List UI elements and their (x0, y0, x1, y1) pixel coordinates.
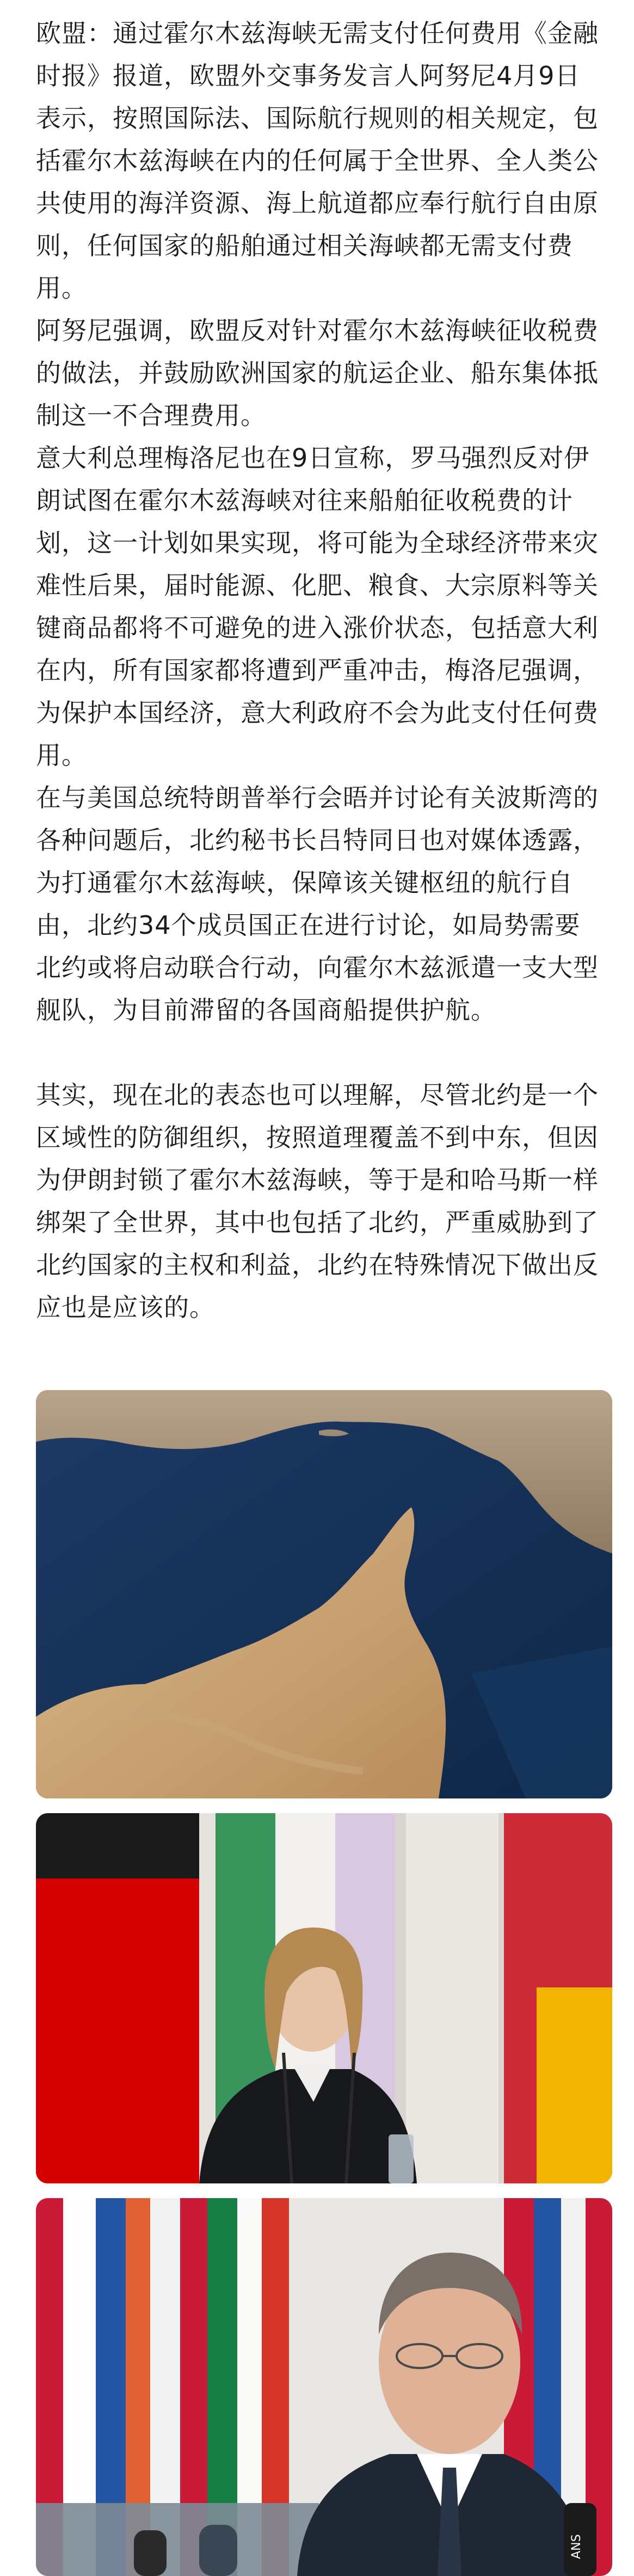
article-paragraph-1: 欧盟：通过霍尔木兹海峡无需支付任何费用《金融时报》报道，欧盟外交事务发言人阿努尼4月9日表示，按照国际法、国际航行规则的相关规定，包括霍尔木兹海峡在内的任何属于全世界、全人类公共使用的海洋资源、海上航道都应奉行航行自由原则，任何国家的船舶通过相关海峡都无需支付费用。 (36, 19, 599, 303)
germany-flag-red (36, 1879, 199, 2183)
hormuz-satellite-image[interactable] (36, 1390, 612, 1798)
meloni-photo (36, 1813, 612, 2183)
article-paragraph-2: 阿努尼强调，欧盟反对针对霍尔木兹海峡征收税费的做法，并鼓励欧洲国家的航运企业、船东集体抵制这一不合理费用。 (36, 316, 599, 430)
microphone-2 (199, 2525, 237, 2576)
italian-pm-photo[interactable] (36, 1813, 612, 2183)
microphone-label: ANS (570, 2534, 583, 2559)
article-paragraph-4: 在与美国总统特朗普举行会晤并讨论有关波斯湾的各种问题后，北约秘书长吕特同日也对媒体透露，为打通霍尔木兹海峡，保障该关键枢纽的航行自由，北约34个成员国正在进行讨论，如局势需要北约或将启动联合行动，向霍尔木兹派遣一支大型舰队，为目前滞留的各国商船提供护航。 (36, 783, 599, 1025)
article-paragraph-3: 意大利总理梅洛尼也在9日宣称，罗马强烈反对伊朗试图在霍尔木兹海峡对往来船舶征收税费的计划，这一计划如果实现，将可能为全球经济带来灾难性后果，届时能源、化肥、粮食、大宗原料等关键商品都将不可避免的进入涨价状态，包括意大利在内，所有国家都将遭到严重冲击，梅洛尼强调，为保护本国经济，意大利政府不会为此支付任何费用。 (36, 443, 599, 770)
microphone-1 (134, 2530, 167, 2576)
flag-yellow (537, 1987, 612, 2183)
satellite-map (36, 1390, 612, 1798)
article-paragraph-5: 其实，现在北的表态也可以理解，尽管北约是一个区域性的防御组织，按照道理覆盖不到中东，但因为伊朗封锁了霍尔木兹海峡，等于是和哈马斯一样绑架了全世界，其中也包括了北约，严重威胁到了北约国家的主权和利益，北约在特殊情况下做出反应也是应该的。 (36, 1080, 599, 1322)
water-glass (389, 2134, 414, 2183)
rutte-photo (36, 2198, 612, 2576)
nato-secretary-photo[interactable] (36, 2198, 612, 2576)
